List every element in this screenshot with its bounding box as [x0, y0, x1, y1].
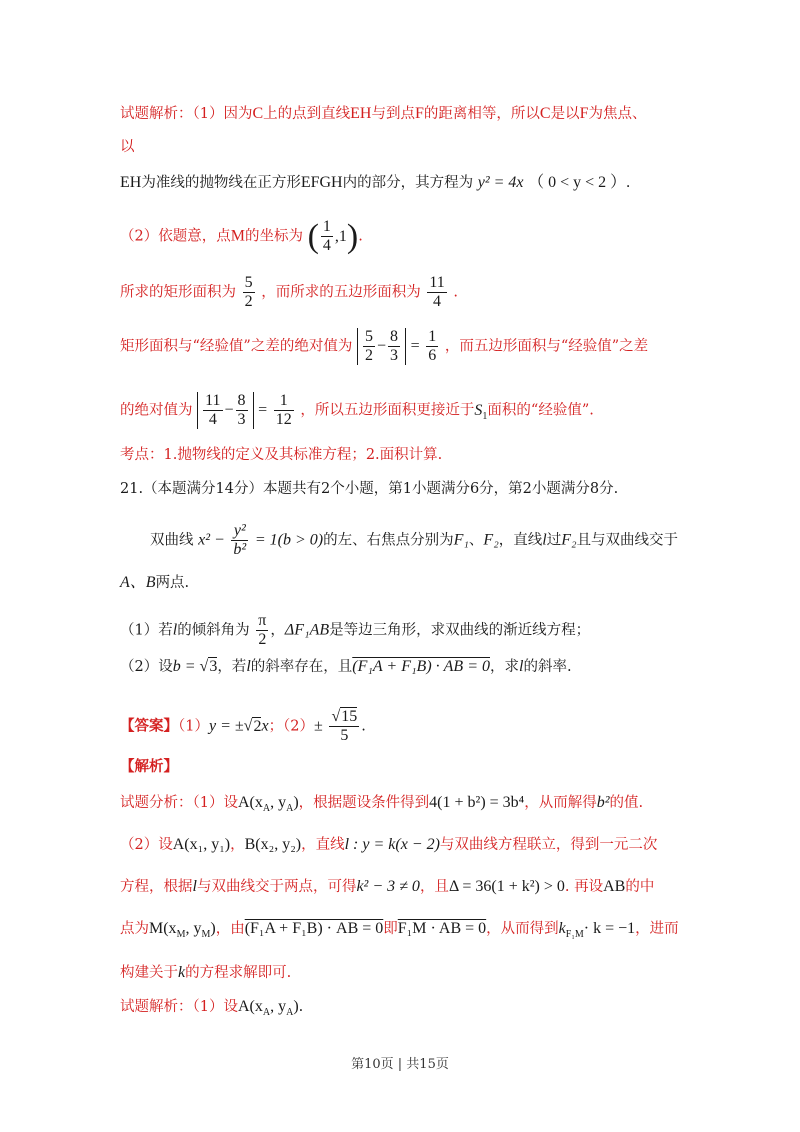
solution-line-4: [120, 218, 710, 255]
text: ，进而: [635, 921, 679, 937]
math: x: [261, 717, 269, 735]
math-f: F: [579, 105, 589, 122]
text: （2）设: [120, 659, 173, 675]
text: 的中: [625, 879, 655, 895]
text: 方程，根据: [120, 879, 193, 895]
math-efgh: EFGH: [300, 174, 343, 191]
solution-line-7: [120, 392, 710, 429]
math: k² − 3 ≠ 0: [356, 878, 420, 895]
text: ，直线: [498, 532, 543, 549]
text: 与到点: [371, 106, 415, 122]
text: 矩形面积与“经验值”之差的绝对值为: [120, 338, 353, 355]
text: ，: [270, 622, 285, 639]
question-21-stem-2: [120, 572, 710, 594]
text: 过: [546, 532, 562, 549]
text: .: [358, 228, 363, 245]
text: 为准线的抛物线在正方形: [141, 175, 301, 191]
math-ab: A、B: [120, 574, 156, 591]
kaodian-line: [120, 444, 710, 466]
text: 的值.: [609, 795, 644, 811]
text: ，求: [490, 659, 519, 675]
text: 是以: [550, 106, 580, 122]
solution-line-1: [120, 103, 710, 125]
text: 内的部分，其方程为: [342, 175, 474, 191]
text: 的左、右焦点分别为: [323, 532, 454, 549]
text: （1）若: [120, 622, 173, 639]
paren-right: ): [346, 217, 359, 255]
solution-line-6: [120, 328, 710, 365]
vector-equation: F₁M · AB = 0: [397, 920, 487, 937]
text: ，直线: [301, 837, 345, 853]
text: ，根据题设条件得到: [298, 795, 430, 811]
paren-left: (: [307, 217, 319, 255]
text: 21.（本题满分14分）本题共有2个小题，第1小题满分6分，第2小题满分8分.: [120, 481, 619, 497]
point-a: A(x₁, y₁): [172, 836, 231, 853]
solution-line-3: [120, 172, 710, 194]
jiexi-label: [120, 756, 710, 778]
analysis-line-2: [120, 834, 710, 856]
sqrt: √3: [199, 658, 218, 675]
text: . 再设: [564, 879, 604, 895]
math: AB: [603, 878, 626, 895]
slope: $k_{F_1M}$: [558, 920, 584, 941]
math: b =: [172, 658, 200, 675]
point-m: $M(x_M$, $y_M$): [149, 920, 216, 941]
text: 即: [383, 921, 398, 937]
text: 的绝对值为: [120, 402, 193, 419]
analysis-label: 【解析】: [120, 758, 178, 775]
text: ，而五边形面积与“经验值”之差: [444, 338, 649, 355]
text: 面积的“经验值”.: [487, 402, 594, 419]
text: ；（2）: [268, 718, 315, 735]
math-l: l: [192, 878, 197, 895]
text: 与双曲线交于两点，可得: [196, 879, 357, 895]
math-f2: F₂: [561, 531, 577, 549]
question-21-header: [120, 478, 710, 500]
math: y = ±: [208, 717, 244, 735]
analysis-line-4: [120, 918, 710, 946]
text: ，若: [217, 659, 247, 675]
solution-line-5: [120, 274, 710, 311]
solution-line-2: [120, 136, 710, 158]
text: 且与双曲线交于: [576, 532, 679, 549]
math-triangle: ΔF₁AB: [284, 621, 330, 639]
question-21-stem: [150, 522, 710, 559]
text: 两点.: [155, 575, 190, 591]
coord-y: ,1: [334, 227, 347, 245]
text: 与双曲线方程联立，得到一元二次: [439, 837, 658, 853]
question-21-part-2: [120, 656, 710, 678]
text: .: [298, 999, 304, 1015]
fraction: $\frac{√15}{5}$: [331, 708, 358, 744]
text: .: [361, 718, 366, 735]
equation-parabola: y² = 4x: [477, 174, 524, 191]
text: 试题解析：（1）因为: [120, 106, 253, 122]
math: 4(1 + b²) = 3b⁴: [429, 794, 525, 811]
fraction: $\frac{5}{2}$: [244, 274, 253, 310]
math-l: l: [246, 658, 251, 675]
math: x² −: [198, 531, 225, 549]
math-line: l : y = k(x − 2): [344, 836, 440, 853]
math-m: M: [230, 227, 245, 245]
text: ，所以五边形面积更接近于: [300, 402, 475, 419]
math-l: l: [172, 621, 178, 639]
equals: =: [410, 337, 420, 355]
text: 考点：1.抛物线的定义及其标准方程；2.面积计算.: [120, 447, 443, 463]
math: = 1(b > 0): [254, 531, 324, 549]
text: 双曲线: [150, 532, 194, 549]
math: · k = −1: [583, 920, 636, 937]
math-eh: EH: [120, 174, 142, 191]
text: 为焦点、: [588, 106, 647, 122]
text: 上的点到直线: [263, 106, 351, 122]
text: 、: [468, 532, 484, 549]
fraction: $\frac{1}{4}$: [322, 218, 331, 254]
text: 试题分析：（1）设: [120, 795, 238, 811]
text: ，从而解得: [524, 795, 597, 811]
math: ±: [314, 717, 323, 735]
equation-range: （ 0 < y < 2 ）.: [528, 174, 631, 191]
fraction: $\frac{1}{6}$: [428, 328, 437, 364]
question-21-part-1: [120, 612, 710, 649]
analysis-line-1: [120, 792, 710, 820]
text: ，且: [419, 879, 449, 895]
text: 所求的矩形面积为: [120, 284, 236, 301]
analysis-line-3: [120, 876, 710, 898]
answer-label: 【答案】: [120, 717, 178, 735]
text: 的斜率.: [523, 659, 572, 675]
math-c: C: [539, 105, 551, 122]
math-s1: $S_1$: [474, 401, 488, 422]
text: 以: [120, 139, 135, 155]
text: （2）依题意，点: [120, 228, 231, 245]
math-l: l: [519, 658, 524, 675]
text: 构建关于: [120, 965, 178, 981]
page-footer: 第10页 | 共15页: [351, 1057, 449, 1072]
point-a: $A(x_A$, $y_A$): [237, 998, 299, 1019]
point-a: $A(x_A$, $y_A$): [237, 794, 299, 815]
math: b²: [596, 794, 610, 811]
math-f2: F₂: [483, 531, 499, 549]
text: （2）设: [120, 837, 173, 853]
text: 的方程求解即可.: [185, 965, 292, 981]
math-k: k: [178, 964, 186, 981]
text: （1）: [178, 718, 209, 735]
text: 的距离相等，所以: [423, 106, 540, 122]
fraction: $\frac{\text{y²}}{\text{b²}}$: [233, 522, 247, 558]
text: ，而所求的五边形面积为: [261, 284, 421, 301]
absolute-value: $\frac{5}{2}$ − $\frac{8}{3}$: [357, 328, 406, 365]
math-c: C: [252, 105, 264, 122]
fraction: $\frac{11}{4}$: [429, 274, 445, 310]
text: 点为: [120, 921, 149, 937]
math-f1: F₁: [453, 531, 469, 549]
vector-equation: (F₁A + F₁B) · AB = 0: [352, 658, 490, 675]
math-f: F: [414, 105, 424, 122]
math-eh: EH: [350, 105, 372, 122]
answer-line: [120, 708, 710, 745]
point-b: B(x₂, y₂): [244, 836, 302, 853]
text: 试题解析：（1）设: [120, 999, 238, 1015]
equals: =: [258, 401, 268, 419]
text: 的坐标为: [244, 228, 303, 245]
text: ，从而得到: [486, 921, 559, 937]
vector-equation: (F₁A + F₁B) · AB = 0: [244, 920, 384, 937]
math: Δ = 36(1 + k²) > 0: [448, 878, 565, 895]
text: 的倾斜角为: [177, 622, 250, 639]
analysis-line-6: [120, 996, 710, 1024]
math-l: l: [542, 531, 547, 549]
sqrt: √2: [243, 717, 262, 735]
absolute-value: $\frac{11}{4}$ − $\frac{8}{3}$: [197, 392, 253, 429]
text: ，由: [215, 921, 245, 937]
analysis-line-5: [120, 962, 710, 984]
text: .: [453, 284, 458, 301]
fraction: $\frac{\pi}{2}$: [258, 612, 267, 648]
text: 是等边三角形，求双曲线的渐近线方程；: [329, 622, 591, 639]
text: ，: [230, 837, 245, 853]
text: 的斜率存在，且: [250, 659, 353, 675]
fraction: $\frac{1}{12}$: [275, 392, 292, 428]
